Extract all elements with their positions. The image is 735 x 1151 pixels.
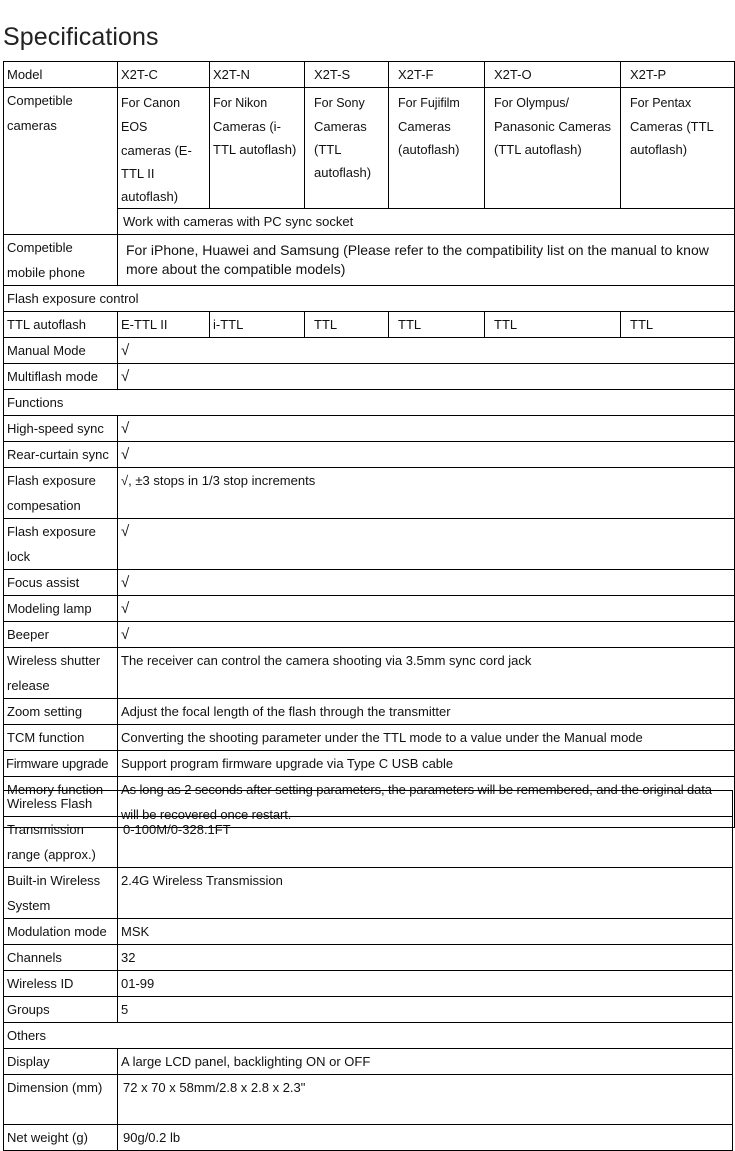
check-icon: √ (118, 622, 735, 648)
row-value: MSK (118, 919, 733, 945)
table-row (4, 235, 735, 286)
compatible-camera-cell: For Fujifilm Cameras (autoflash) (389, 88, 485, 209)
model-cell: X2T-C (118, 62, 210, 88)
section-header: Others (4, 1023, 733, 1049)
table-row (4, 751, 735, 777)
table-row (4, 312, 735, 338)
row-label: TTL autoflash (4, 312, 118, 338)
section-header-row (4, 791, 733, 817)
row-value: A large LCD panel, backlighting ON or OFF (118, 1049, 733, 1075)
row-label: Multiflash mode (4, 364, 118, 390)
section-header-row (4, 1023, 733, 1049)
compatible-camera-cell: For Canon EOS cameras (E-TTL II autoflash) (118, 88, 210, 209)
ttl-cell: E-TTL II (118, 312, 210, 338)
row-label: Transmission range (approx.) (4, 817, 118, 868)
row-value: 01-99 (118, 971, 733, 997)
row-label: Focus assist (4, 570, 118, 596)
ttl-cell: TTL (305, 312, 389, 338)
row-label: Wireless ID (4, 971, 118, 997)
section-header: Flash exposure control (4, 286, 735, 312)
table-row (4, 725, 735, 751)
table-row (4, 1125, 733, 1151)
row-label: Modeling lamp (4, 596, 118, 622)
model-cell: X2T-N (210, 62, 305, 88)
table-row (4, 596, 735, 622)
row-label: Groups (4, 997, 118, 1023)
table-row (4, 1049, 733, 1075)
model-cell: X2T-P (621, 62, 735, 88)
page-title: Specifications (3, 22, 159, 51)
row-label: Modulation mode (4, 919, 118, 945)
table-row (4, 699, 735, 725)
row-value: Converting the shooting parameter under the TTL mode to a value under the Manual mode (118, 725, 735, 751)
check-icon: √ (118, 519, 735, 570)
section-header-row (4, 286, 735, 312)
row-label: Zoom setting (4, 699, 118, 725)
pc-sync-cell: Work with cameras with PC sync socket (118, 209, 735, 235)
table-row (4, 817, 733, 868)
compatible-camera-cell: For Pentax Cameras (TTL autoflash) (621, 88, 735, 209)
row-label: Display (4, 1049, 118, 1075)
row-label: Channels (4, 945, 118, 971)
table-row (4, 416, 735, 442)
table-row (4, 648, 735, 699)
compatible-mobile-cell: For iPhone, Huawei and Samsung (Please refer to the compatibility list on the manual to know more about the compatible models) (118, 235, 735, 286)
check-icon: √ (118, 364, 735, 390)
row-value: 0-100M/0-328.1FT (118, 817, 733, 868)
check-icon: √ (118, 596, 735, 622)
row-label: Firmware upgrade (4, 751, 118, 777)
compatible-camera-cell: For Nikon Cameras (i-TTL autoflash) (210, 88, 305, 209)
ttl-cell: TTL (389, 312, 485, 338)
table-row (4, 519, 735, 570)
section-header: Functions (4, 390, 735, 416)
table-row (4, 622, 735, 648)
row-label: TCM function (4, 725, 118, 751)
table-row (4, 468, 735, 519)
model-cell: X2T-F (389, 62, 485, 88)
section-header: Wireless Flash (4, 791, 733, 817)
row-value: 5 (118, 997, 733, 1023)
row-label: Model (4, 62, 118, 88)
row-label: Beeper (4, 622, 118, 648)
compatible-camera-cell: For Sony Cameras (TTL autoflash) (305, 88, 389, 209)
check-icon: √ (118, 338, 735, 364)
row-value: As long as 2 seconds after setting parameters, the parameters will be remembered, and the original data will be recovered once restart. (118, 777, 735, 828)
table-row (4, 62, 735, 88)
row-label: Manual Mode (4, 338, 118, 364)
row-value: 90g/0.2 lb (118, 1125, 733, 1151)
ttl-cell: i-TTL (210, 312, 305, 338)
check-icon: √ (118, 442, 735, 468)
wireless-spec-table (3, 790, 733, 1151)
row-label: Memory function (4, 777, 118, 828)
table-row (4, 971, 733, 997)
table-row (4, 1075, 733, 1125)
check-icon: √ (118, 416, 735, 442)
ttl-cell: TTL (621, 312, 735, 338)
row-label: High-speed sync (4, 416, 118, 442)
compatible-camera-cell: For Olympus/ Panasonic Cameras (TTL autoflash) (485, 88, 621, 209)
table-row (4, 364, 735, 390)
model-cell: X2T-O (485, 62, 621, 88)
row-label: Dimension (mm) (4, 1075, 118, 1125)
table-row (4, 945, 733, 971)
model-cell: X2T-S (305, 62, 389, 88)
row-value: √, ±3 stops in 1/3 stop increments (118, 468, 735, 519)
table-row (4, 442, 735, 468)
row-label: Competible mobile phone (4, 235, 118, 286)
row-label: Rear-curtain sync (4, 442, 118, 468)
check-icon: √ (118, 570, 735, 596)
ttl-cell: TTL (485, 312, 621, 338)
row-value: Adjust the focal length of the flash through the transmitter (118, 699, 735, 725)
row-label: Flash exposure compesation (4, 468, 118, 519)
row-label: Built-in Wireless System (4, 868, 118, 919)
models-spec-table (3, 61, 735, 828)
table-row (4, 570, 735, 596)
table-row (4, 88, 735, 209)
section-header-row (4, 390, 735, 416)
row-value: The receiver can control the camera shooting via 3.5mm sync cord jack (118, 648, 735, 699)
row-label: Net weight (g) (4, 1125, 118, 1151)
row-label: Competible cameras (4, 88, 118, 235)
row-label: Wireless shutter release (4, 648, 118, 699)
table-row (4, 919, 733, 945)
row-value: 32 (118, 945, 733, 971)
table-row (4, 338, 735, 364)
row-value: 2.4G Wireless Transmission (118, 868, 733, 919)
row-label: Flash exposure lock (4, 519, 118, 570)
table-row (4, 868, 733, 919)
table-row (4, 997, 733, 1023)
row-value: 72 x 70 x 58mm/2.8 x 2.8 x 2.3" (118, 1075, 733, 1125)
row-value: Support program firmware upgrade via Type C USB cable (118, 751, 735, 777)
